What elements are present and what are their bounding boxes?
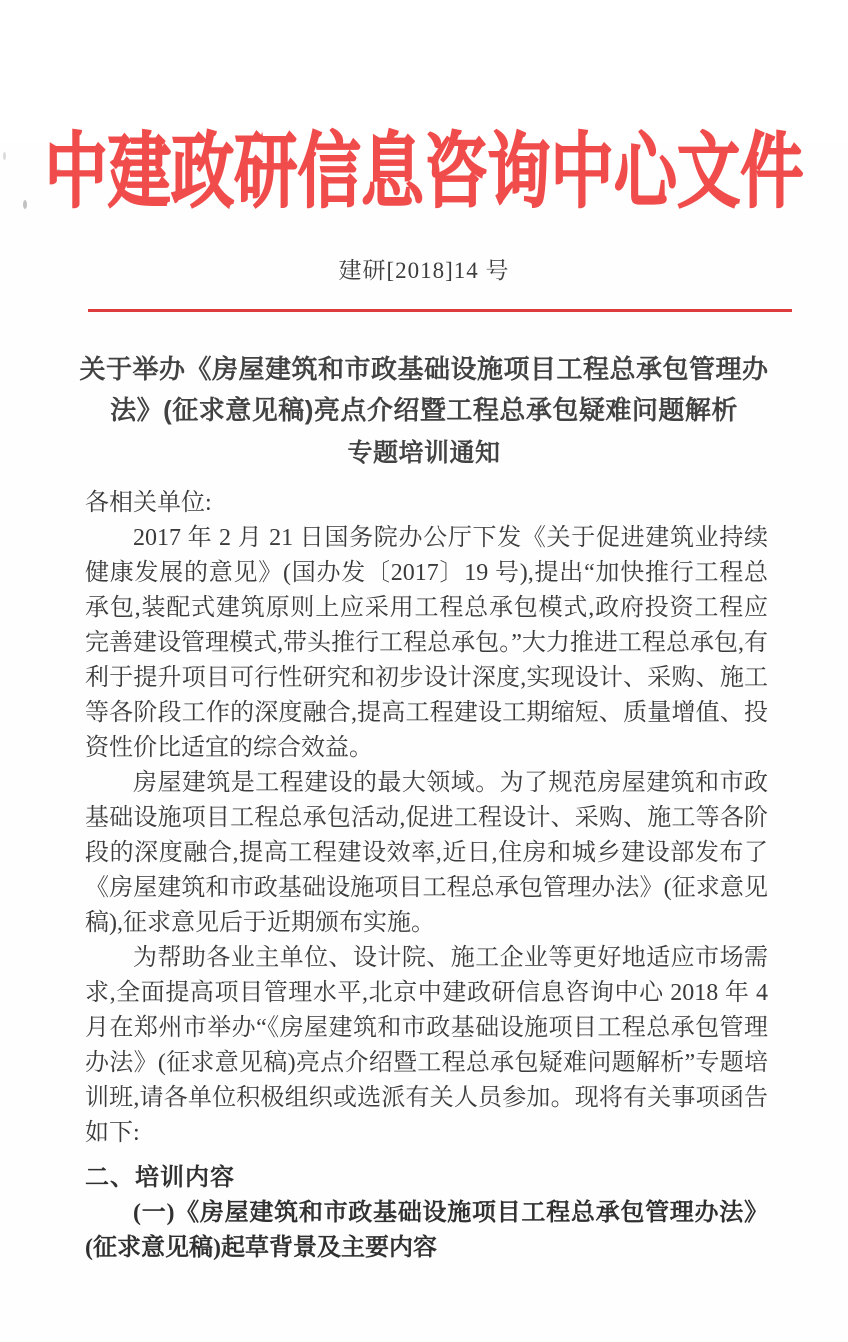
section-heading-training-content: 二、培训内容: [85, 1165, 235, 1191]
letterhead-banner: [0, 126, 848, 218]
document-title-line2: 法》(征求意见稿)亮点介绍暨工程总承包疑难问题解析: [110, 395, 738, 425]
red-divider-line: [88, 309, 792, 312]
document-number: 建研[2018]14 号: [338, 258, 510, 283]
letterhead-banner-title: 中建政研信息咨询中心文件: [44, 126, 804, 218]
paragraph-3: 为帮助各业主单位、设计院、施工企业等更好地适应市场需求,全面提高项目管理水平,北京中建政研信息咨询中心 2018 年 4 月在郑州市举办“《房屋建筑和市政基础设施项目工程总承包管理办法》(征求意见稿)亮点介绍暨工程总承包疑难问题解析”专题培训班,请各单位积极组织或选派有关人员参加。现将有关事项函告如下:: [85, 945, 768, 1146]
scan-artifact-speck: [23, 200, 27, 209]
document-title: [70, 349, 778, 474]
salutation: 各相关单位:: [85, 490, 212, 516]
paragraph-2: 房屋建筑是工程建设的最大领域。为了规范房屋建筑和市政基础设施项目工程总承包活动,促进工程设计、采购、施工等各阶段的深度融合,提高工程建设效率,近日,住房和城乡建设部发布了《房屋建筑和市政基础设施项目工程总承包管理办法》(征求意见稿),征求意见后于近期颁布实施。: [85, 770, 768, 936]
paragraph-1: 2017 年 2 月 21 日国务院办公厅下发《关于促进建筑业持续健康发展的意见》(国办发〔2017〕19 号),提出“加快推行工程总承包,装配式建筑原则上应采用工程总承包模式,政府投资工程应完善建设管理模式,带头推行工程总承包。”大力推进工程总承包,有利于提升项目可行性研究和初步设计深度,实现设计、采购、施工等各阶段工作的深度融合,提高工程建设工期缩短、质量增值、投资性价比适宜的综合效益。: [85, 525, 768, 761]
section-item-1: (一)《房屋建筑和市政基础设施项目工程总承包管理办法》(征求意见稿)起草背景及主要内容: [85, 1200, 768, 1261]
scanned-document-page: [0, 126, 848, 1342]
document-title-line1: 关于举办《房屋建筑和市政基础设施项目工程总承包管理办: [79, 354, 769, 384]
scan-artifact-speck: [3, 152, 6, 160]
document-title-line3: 专题培训通知: [347, 439, 501, 467]
document-body: [85, 486, 768, 1266]
